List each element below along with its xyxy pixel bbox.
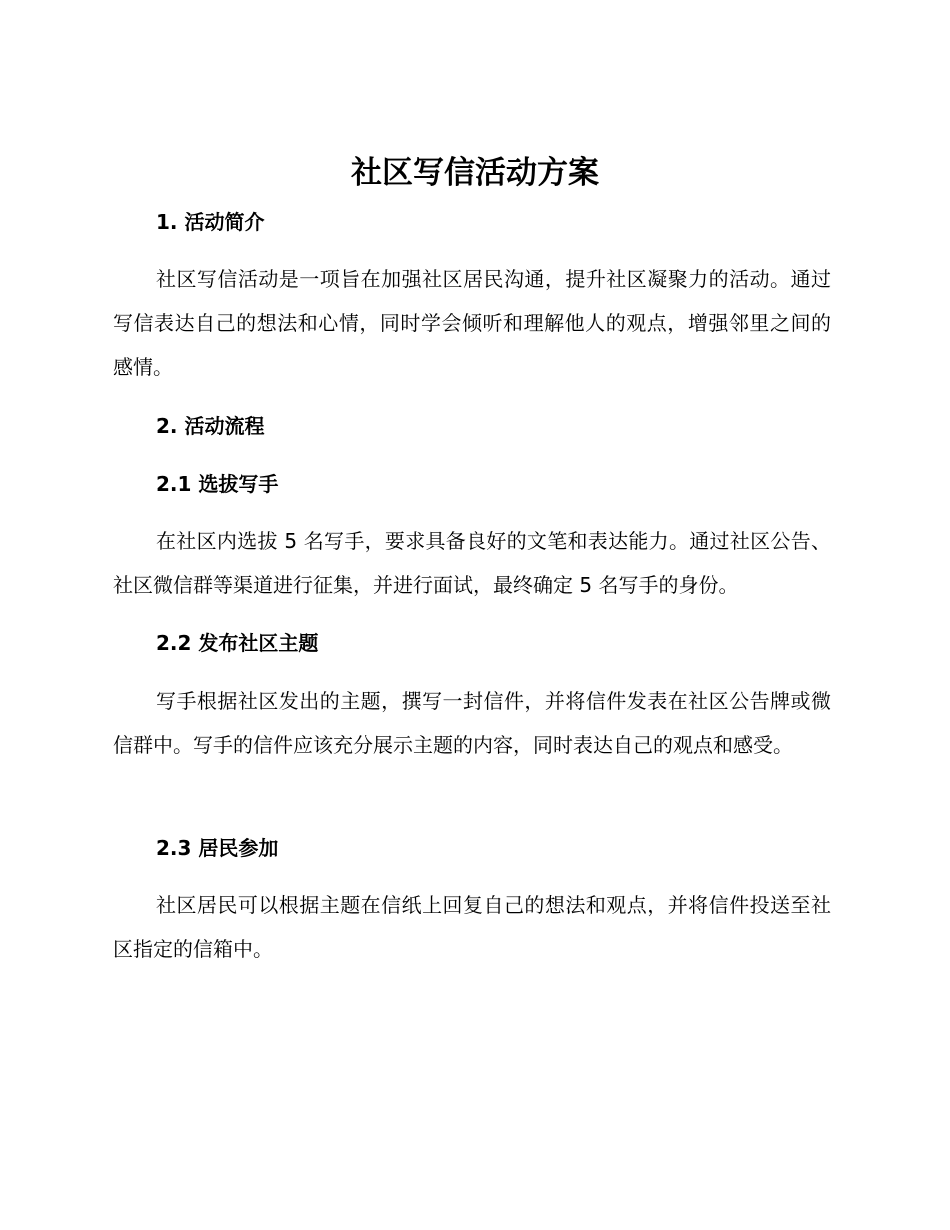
section-heading-publish-theme: 2.2 发布社区主题: [156, 631, 319, 655]
section-body-intro: 社区写信活动是一项旨在加强社区居民沟通，提升社区凝聚力的活动。通过写信表达自己的想法和心情，同时学会倾听和理解他人的观点，增强邻里之间的感情。: [113, 267, 831, 379]
document-title: 社区写信活动方案: [351, 155, 599, 191]
section-heading-intro: 1. 活动简介: [156, 210, 265, 234]
section-body-select-writers: 在社区内选拔 5 名写手，要求具备良好的文笔和表达能力。通过社区公告、社区微信群等渠道进行征集，并进行面试，最终确定 5 名写手的身份。: [113, 529, 831, 597]
section-heading-residents-join: 2.3 居民参加: [156, 836, 279, 860]
section-body-residents-join: 社区居民可以根据主题在信纸上回复自己的想法和观点，并将信件投送至社区指定的信箱中。: [113, 893, 831, 961]
section-heading-select-writers: 2.1 选拔写手: [156, 472, 279, 496]
section-heading-process: 2. 活动流程: [156, 414, 265, 438]
section-body-publish-theme: 写手根据社区发出的主题，撰写一封信件，并将信件发表在社区公告牌或微信群中。写手的信件应该充分展示主题的内容，同时表达自己的观点和感受。: [113, 689, 831, 757]
